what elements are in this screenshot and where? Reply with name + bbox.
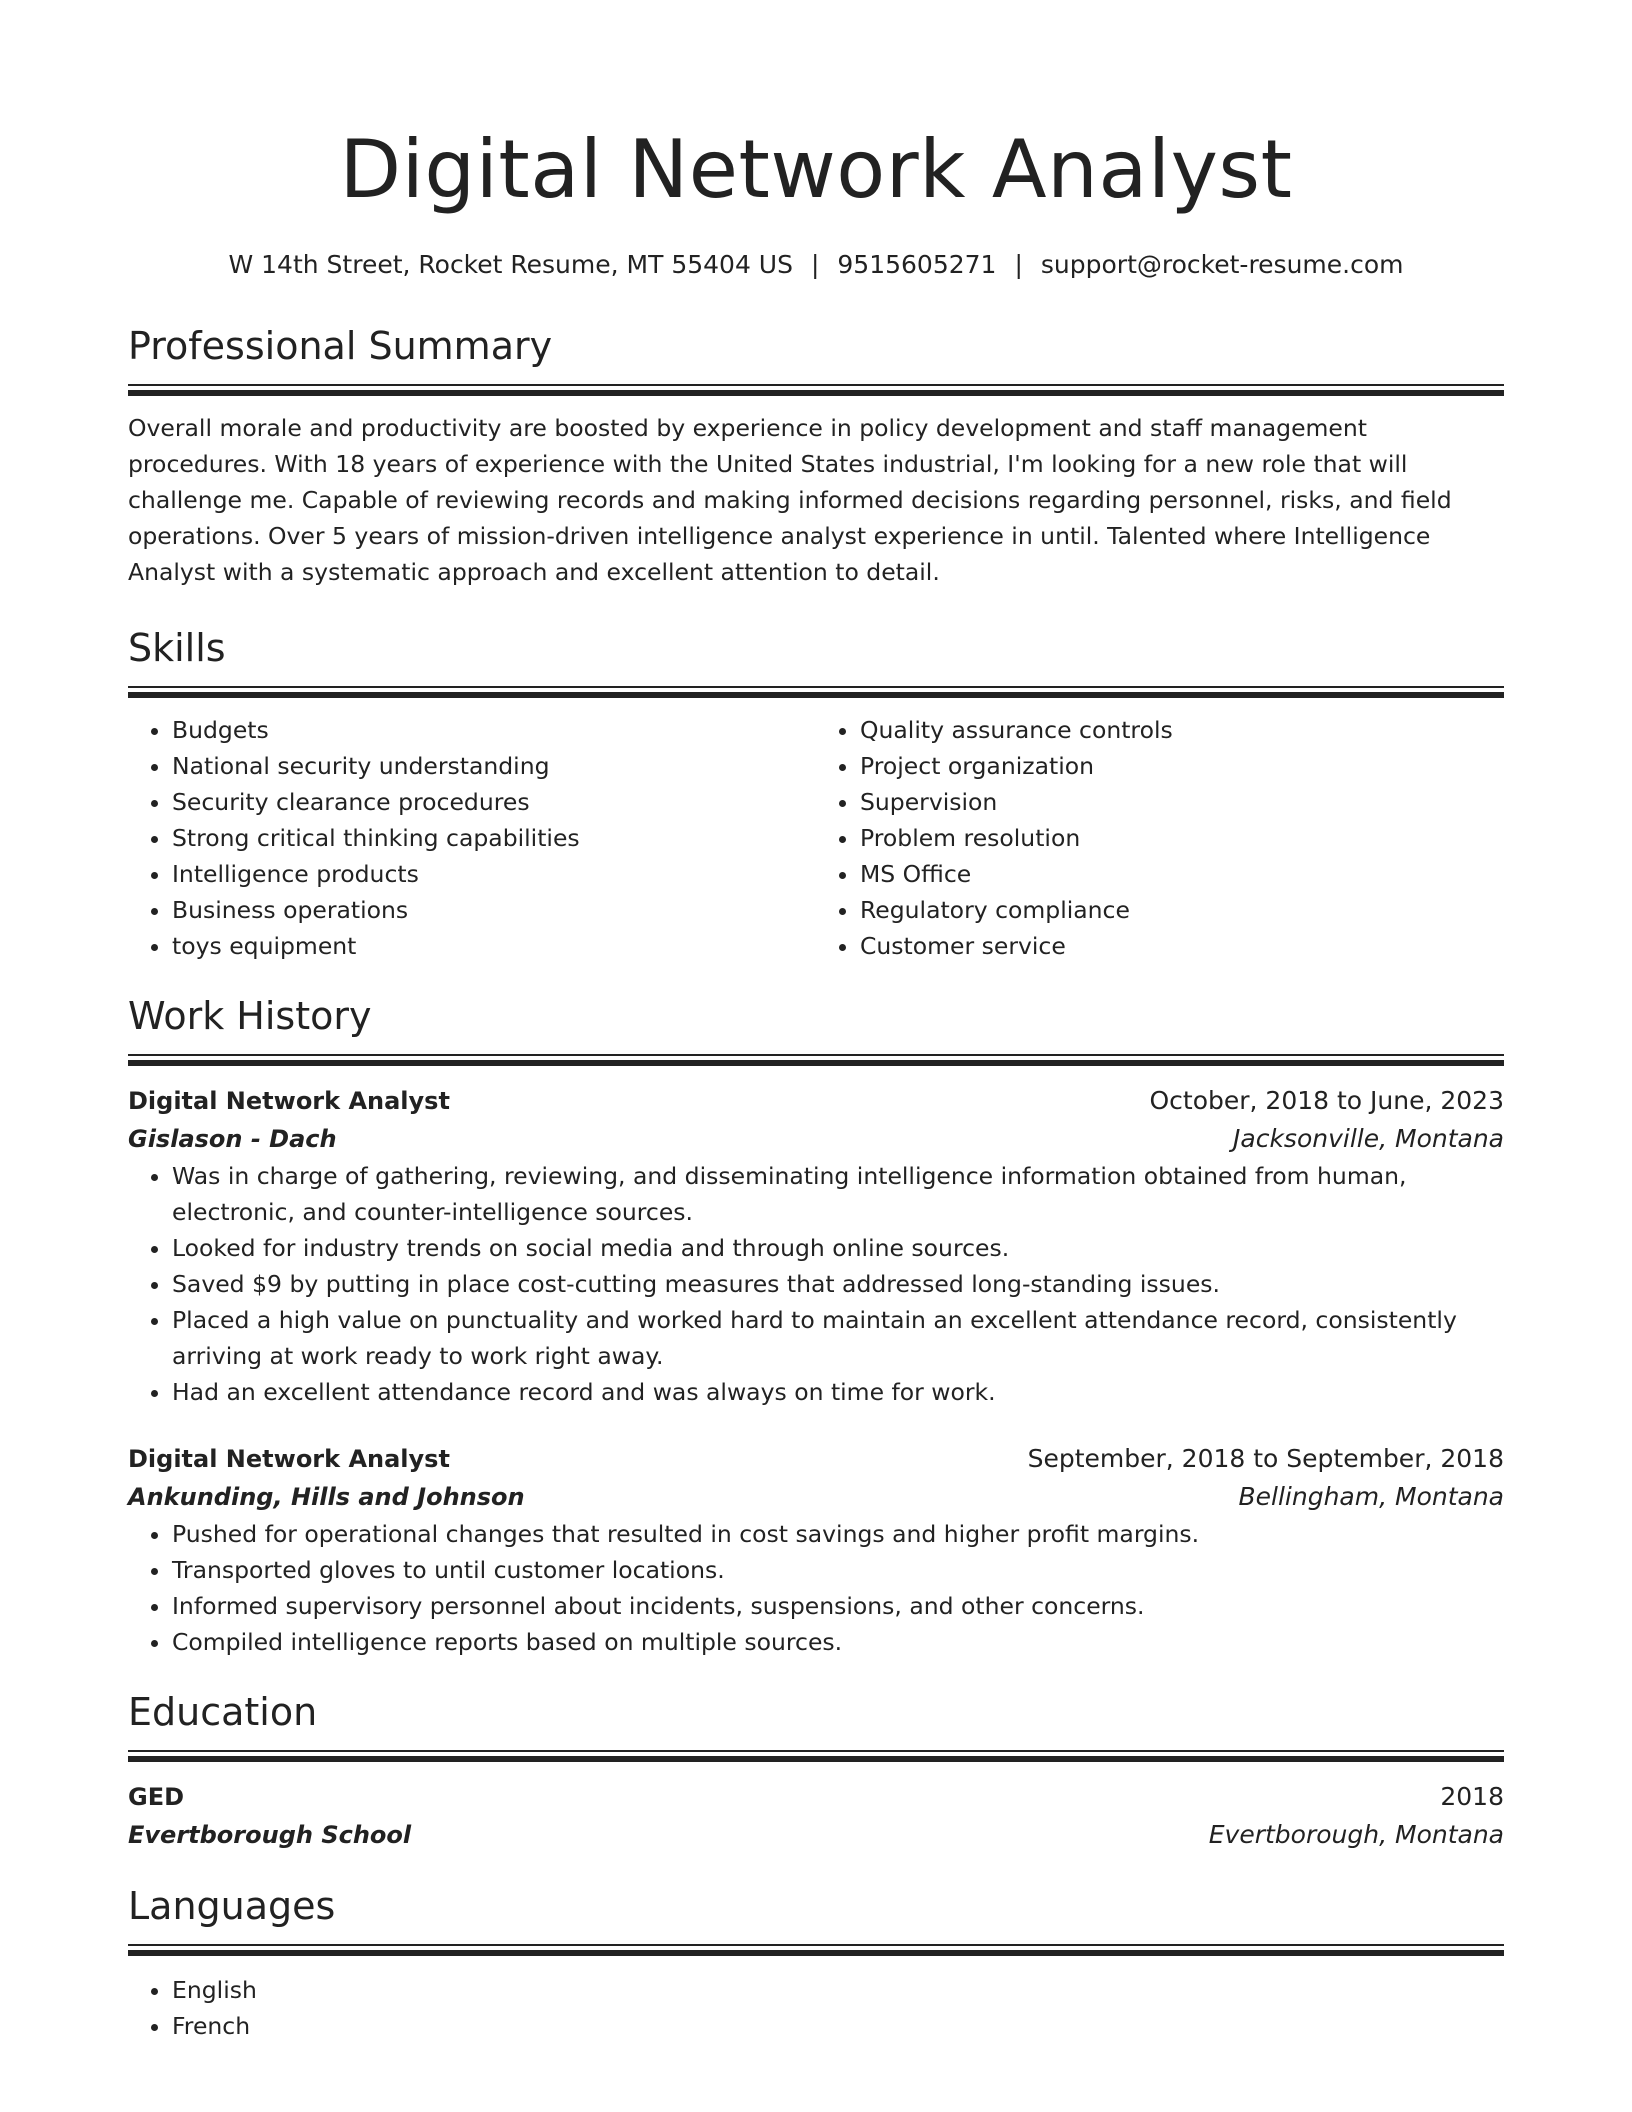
skills-section: [128, 624, 1504, 964]
job-bullet: • Looked for industry trends on social media and through online sources.: [172, 1230, 1504, 1266]
languages-section: [128, 1882, 1504, 2044]
education-heading: Education: [128, 1690, 318, 1734]
job-bullet: • Was in charge of gathering, reviewing, and disseminating intelligence information obtained from human, electronic, and counter-intelligence sources.: [172, 1158, 1504, 1230]
job-company: Ankunding, Hills and Johnson: [128, 1483, 525, 1511]
education-section: [128, 1688, 1504, 1854]
skill-item: • Customer service: [860, 928, 1504, 964]
contact-separator: |: [1014, 250, 1023, 279]
contact-address: W 14th Street, Rocket Resume, MT 55404 US: [228, 250, 793, 279]
skill-item: • Problem resolution: [860, 820, 1504, 856]
work-history-section: [128, 992, 1504, 1660]
education-header: [128, 1778, 1504, 1816]
section-divider: [128, 1944, 1504, 1956]
skill-item: • Business operations: [172, 892, 816, 928]
skill-item: • toys equipment: [172, 928, 816, 964]
skills-columns: [128, 712, 1504, 964]
section-divider: [128, 1054, 1504, 1066]
summary-text: Overall morale and productivity are boosted by experience in policy development and staff management procedures. With 18 years of experience with the United States industrial, I'm looking for a new role that will challenge me. Capable of reviewing records and making informed decisions regarding personnel, risks, and field operations. Over 5 years of mission-driven intelligence analyst experience in until. Talented where Intelligence Analyst with a systematic approach and excellent attention to detail.: [128, 414, 1452, 586]
skill-item: • Strong critical thinking capabilities: [172, 820, 816, 856]
summary-heading: Professional Summary: [128, 324, 553, 368]
job-entry: [128, 1440, 1504, 1660]
job-entry: [128, 1082, 1504, 1410]
skill-item: • MS Office: [860, 856, 1504, 892]
education-location: Evertborough, Montana: [1208, 1820, 1504, 1849]
job-bullet: • Saved $9 by putting in place cost-cutting measures that addressed long-standing issues.: [172, 1266, 1504, 1302]
skill-item: • Intelligence products: [172, 856, 816, 892]
skill-item: • Quality assurance controls: [860, 712, 1504, 748]
job-title: Digital Network Analyst: [128, 1445, 450, 1473]
job-bullets: [128, 1516, 1504, 1660]
job-location: Bellingham, Montana: [1238, 1482, 1504, 1511]
job-bullet: • Informed supervisory personnel about incidents, suspensions, and other concerns.: [172, 1588, 1504, 1624]
language-item: • English: [172, 1972, 1504, 2008]
job-company: Gislason - Dach: [128, 1125, 337, 1153]
skill-item: • Regulatory compliance: [860, 892, 1504, 928]
contact-email[interactable]: support@rocket-resume.com: [1040, 250, 1404, 279]
job-header: [128, 1082, 1504, 1120]
skill-item: • National security understanding: [172, 748, 816, 784]
job-bullet: • Placed a high value on punctuality and worked hard to maintain an excellent attendance record, consistently arriving at work ready to work right away.: [172, 1302, 1504, 1374]
job-dates: September, 2018 to September, 2018: [1027, 1444, 1504, 1473]
candidate-name: Digital Network Analyst: [339, 123, 1293, 216]
job-subheader: [128, 1478, 1504, 1516]
skill-item: • Budgets: [172, 712, 816, 748]
job-bullets: [128, 1158, 1504, 1410]
education-entry: [128, 1778, 1504, 1854]
skills-heading: Skills: [128, 626, 226, 670]
job-location: Jacksonville, Montana: [1233, 1124, 1504, 1153]
skill-item: • Supervision: [860, 784, 1504, 820]
job-dates: October, 2018 to June, 2023: [1149, 1086, 1504, 1115]
skills-column-left: [128, 712, 816, 964]
languages-list: [128, 1972, 1504, 2044]
job-bullet: • Compiled intelligence reports based on multiple sources.: [172, 1624, 1504, 1660]
section-divider: [128, 686, 1504, 698]
skill-item: • Project organization: [860, 748, 1504, 784]
job-bullet: • Pushed for operational changes that resulted in cost savings and higher profit margins.: [172, 1516, 1504, 1552]
skill-item: • Security clearance procedures: [172, 784, 816, 820]
job-title: Digital Network Analyst: [128, 1087, 450, 1115]
job-subheader: [128, 1120, 1504, 1158]
skills-column-right: [816, 712, 1504, 964]
section-divider: [128, 1750, 1504, 1762]
contact-separator: |: [810, 250, 820, 279]
section-divider: [128, 384, 1504, 396]
contact-line: [128, 248, 1504, 282]
work-history-heading: Work History: [128, 994, 372, 1038]
education-degree: GED: [128, 1783, 185, 1811]
languages-heading: Languages: [128, 1884, 336, 1928]
education-year: 2018: [1440, 1782, 1504, 1811]
job-bullet: • Transported gloves to until customer locations.: [172, 1552, 1504, 1588]
summary-section: [128, 322, 1504, 590]
contact-phone: 9515605271: [837, 250, 997, 279]
education-school: Evertborough School: [128, 1821, 412, 1849]
job-header: [128, 1440, 1504, 1478]
language-item: • French: [172, 2008, 1504, 2044]
education-subheader: [128, 1816, 1504, 1854]
job-bullet: • Had an excellent attendance record and was always on time for work.: [172, 1374, 1504, 1410]
